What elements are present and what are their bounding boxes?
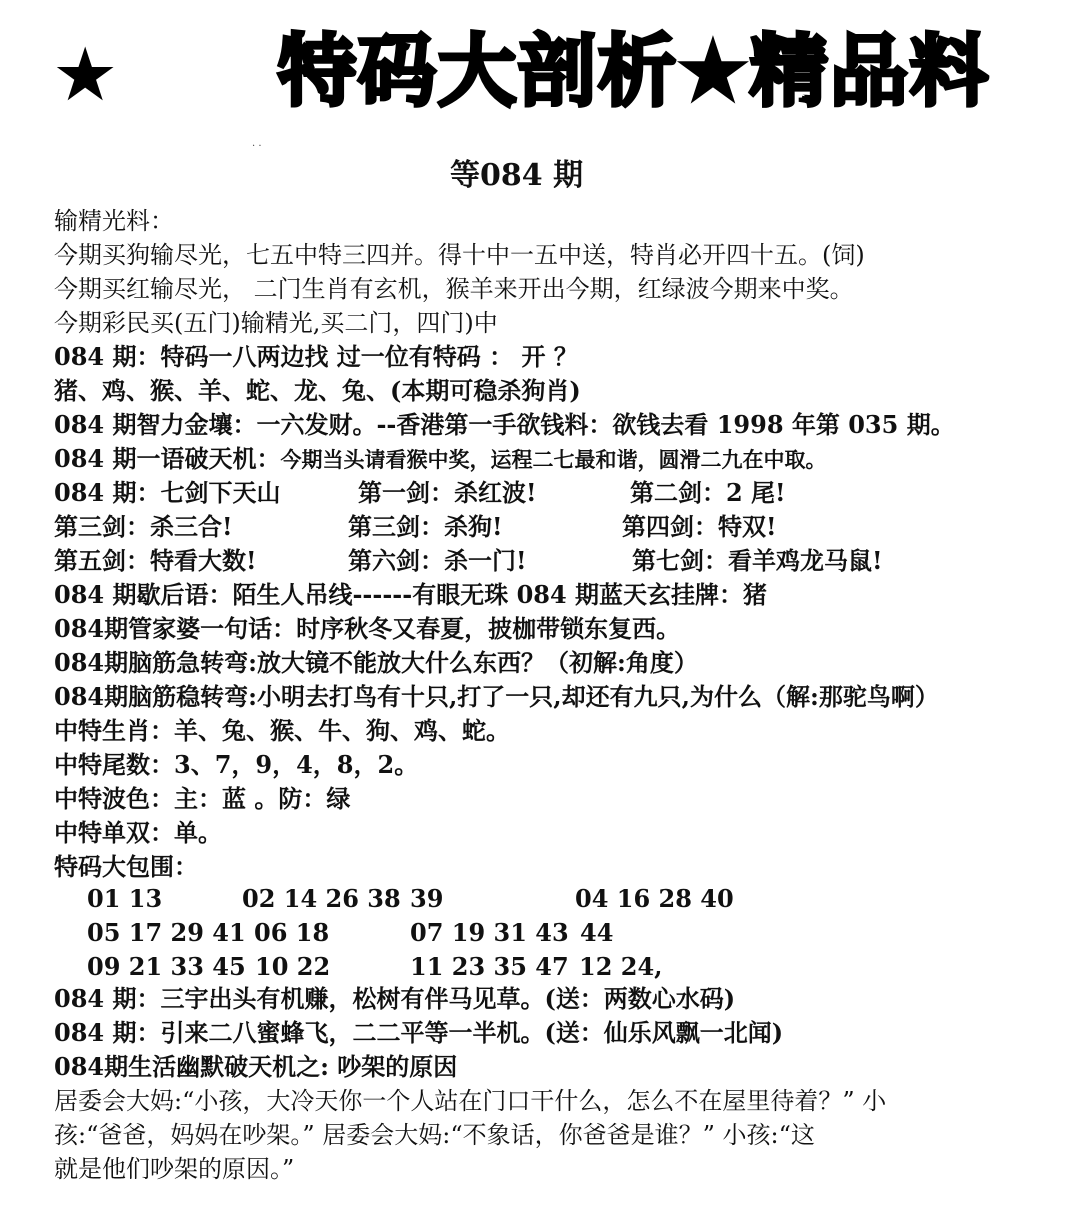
- text-line: 中特生肖：羊、兔、猴、牛、狗、鸡、蛇。: [54, 716, 510, 745]
- text-line: 084 期智力金壤：一六发财。--香港第一手欲钱料：欲钱去看 1998 年第 035 期。: [54, 410, 955, 439]
- number-group: 02 14 26 38: [242, 884, 401, 913]
- sword-item: 第二剑：2 尾!: [630, 478, 786, 507]
- number-group: 39: [410, 884, 444, 913]
- number-group: 44: [580, 918, 614, 947]
- text-line: 084期脑筋稳转弯:小明去打鸟有十只,打了一只,却还有九只,为什么（解:那驼鸟啊）: [54, 682, 939, 711]
- number-group: 06 18: [254, 918, 330, 947]
- sword-item: 第三剑：杀三合!: [54, 512, 233, 541]
- text-line: 中特波色：主：蓝 。防：绿: [54, 784, 351, 813]
- text-line: 084期脑筋急转弯:放大镜不能放大什么东西？（初解:角度）: [54, 648, 698, 677]
- number-group: 11 23 35 47: [410, 952, 569, 981]
- text-line: 084期管家婆一句话：时序秋冬又春夏，披枷带锁东复西。: [54, 614, 681, 643]
- text-line: 中特单双：单。: [54, 818, 222, 847]
- text-line: 孩:“爸爸，妈妈在吵架。” 居委会大妈:“不象话，你爸爸是谁？” 小孩:“这: [54, 1121, 815, 1149]
- sword-item: 第三剑：杀狗!: [348, 512, 503, 541]
- sword-item: 第五剑：特看大数!: [54, 546, 257, 575]
- page-title: 特码大剖析★精品料: [278, 27, 990, 117]
- sword-item: 第六剑：杀一门!: [348, 546, 527, 575]
- issue-number: 等084 期: [450, 158, 584, 193]
- number-group: 05 17 29 41: [87, 918, 246, 947]
- number-group: 04 16 28 40: [575, 884, 734, 913]
- header-star-icon: ★: [52, 32, 119, 118]
- sword-item: 084 期：七剑下天山: [54, 478, 281, 507]
- text-line: 猪、鸡、猴、羊、蛇、龙、兔、(本期可稳杀狗肖): [54, 376, 581, 405]
- sword-item: 第四剑：特双!: [622, 512, 777, 541]
- text-line: 今期彩民买(五门)输精光,买二门，四门)中: [54, 309, 498, 337]
- text-line: 084期生活幽默破天机之: 吵架的原因: [54, 1052, 458, 1081]
- text-line: 084 期：引来二八蜜蜂飞，二二平等一半机。(送：仙乐风飘一北闻): [54, 1018, 784, 1047]
- section-heading: 特码大包围：: [54, 852, 198, 881]
- text-line-content: 今期当头请看猴中奖，运程二七最和谐，圆滑二九在中取。: [280, 447, 827, 472]
- text-line-label: 084 期一语破天机：: [54, 444, 281, 473]
- number-group: 09 21 33 45: [87, 952, 246, 981]
- number-group: 12 24,: [579, 952, 663, 981]
- text-line: [54, 444, 826, 475]
- text-line: 084 期歇后语：陌生人吊线------有眼无珠 084 期蓝天玄挂牌：猪: [54, 580, 768, 609]
- text-line: 今期买红输尽光， 二门生肖有玄机，猴羊来开出今期，红绿波今期来中奖。: [54, 275, 854, 303]
- text-line: 就是他们吵架的原因。”: [54, 1155, 295, 1183]
- text-line: 居委会大妈:“小孩，大冷天你一个人站在门口干什么，怎么不在屋里待着？” 小: [54, 1087, 887, 1115]
- section-heading: 输精光料：: [54, 207, 174, 235]
- decorative-dots: . .: [252, 138, 262, 149]
- number-group: 10 22: [255, 952, 331, 981]
- sword-item: 第七剑：看羊鸡龙马鼠!: [632, 546, 883, 575]
- text-line: 084 期：特码一八两边找 过一位有特码 ： 开 ？: [54, 342, 578, 371]
- text-line: 084 期：三宇出头有机赚，松树有伴马见草。(送：两数心水码): [54, 984, 736, 1013]
- number-group: 01 13: [87, 884, 163, 913]
- sword-item: 第一剑：杀红波!: [358, 478, 537, 507]
- text-line: 今期买狗输尽光，七五中特三四并。得十中一五中送，特肖必开四十五。(饲): [54, 241, 865, 269]
- text-line: 中特尾数：3、7，9，4，8，2。: [54, 750, 419, 779]
- number-group: 07 19 31 43: [410, 918, 569, 947]
